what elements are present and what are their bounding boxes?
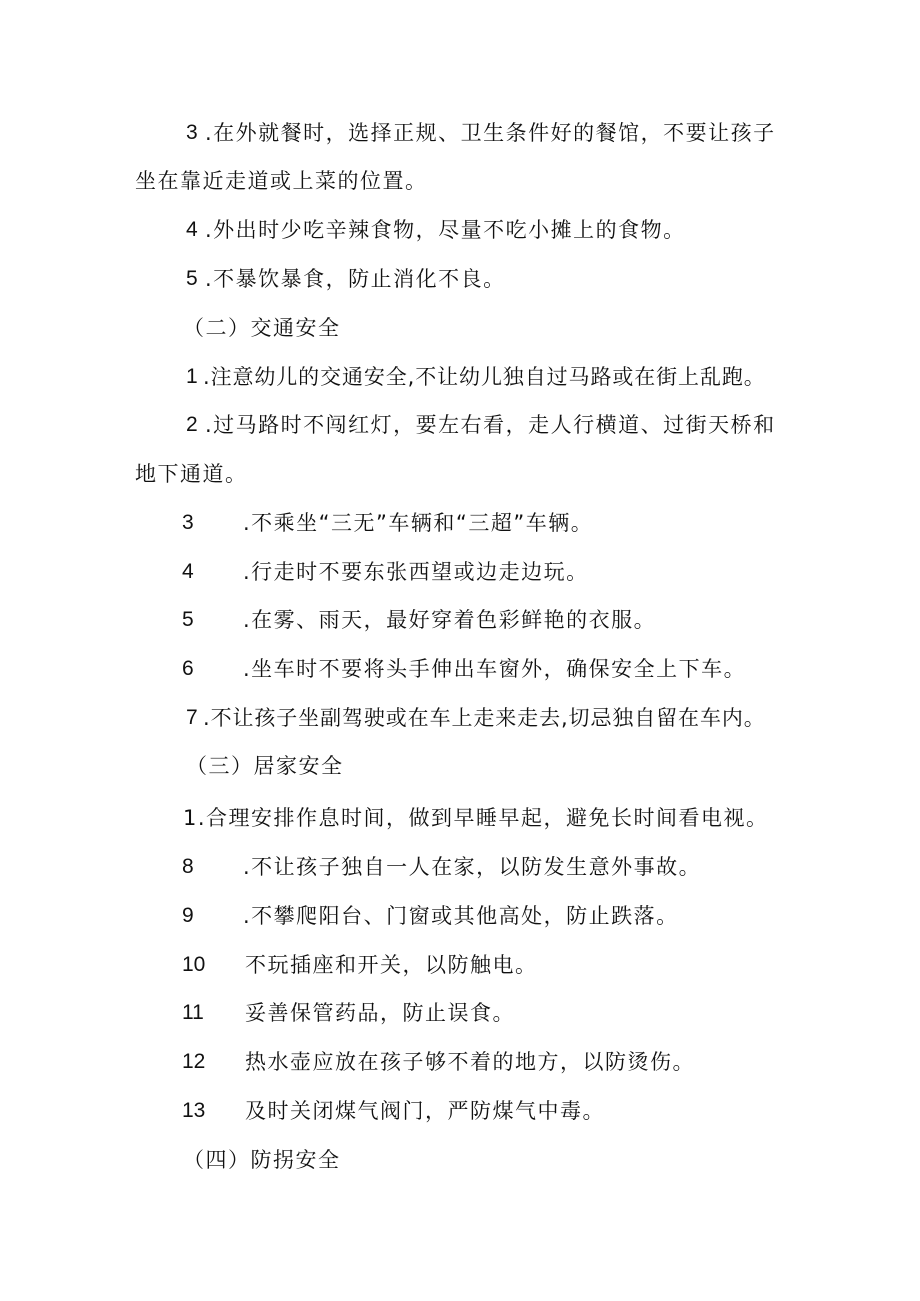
- food-item-3-line-1: .在外就餐时，选择正规、卫生条件好的餐馆，不要让孩子: [205, 121, 776, 145]
- traffic-item-7-text: .不让孩子坐副驾驶或在车上走来走去,切忌独自留在车内。: [203, 706, 766, 730]
- traffic-item-6-number: 6: [182, 657, 194, 680]
- home-item-12-number: 12: [182, 1050, 206, 1073]
- traffic-item-1-number: 1: [186, 365, 198, 388]
- home-item-10-number: 10: [182, 953, 206, 976]
- home-item-9-number: 9: [182, 904, 194, 927]
- home-item-8-text: .不让孩子独自一人在家，以防发生意外事故。: [243, 855, 702, 879]
- traffic-item-5-text: .在雾、雨天，最好穿着色彩鲜艳的衣服。: [243, 608, 657, 632]
- traffic-item-7-number: 7: [186, 706, 198, 729]
- home-section-heading: （三）居家安全: [186, 754, 344, 778]
- traffic-item-5-number: 5: [182, 608, 194, 631]
- food-item-3-number: 3: [186, 121, 198, 144]
- traffic-item-4-number: 4: [182, 560, 194, 583]
- food-item-4-number: 4: [186, 218, 198, 241]
- home-item-11-number: 11: [182, 1001, 204, 1024]
- home-item-10-text: 不玩插座和开关，以防触电。: [245, 953, 538, 977]
- home-item-8-number: 8: [182, 855, 194, 878]
- traffic-section-heading: （二）交通安全: [183, 316, 341, 340]
- home-item-9-text: .不攀爬阳台、门窗或其他高处，防止跌落。: [243, 904, 679, 928]
- home-item-13-number: 13: [182, 1099, 206, 1122]
- traffic-item-3-text: .不乘坐“三无”车辆和“三超”车辆。: [243, 511, 594, 535]
- traffic-item-2-line-2: 地下通道。: [135, 462, 248, 486]
- food-item-5-text: .不暴饮暴食，防止消化不良。: [205, 267, 506, 291]
- traffic-item-3-number: 3: [182, 511, 194, 534]
- traffic-item-2-number: 2: [186, 413, 198, 436]
- traffic-item-1-text: .注意幼儿的交通安全,不让幼儿独自过马路或在街上乱跑。: [203, 365, 766, 389]
- food-item-3-line-2: 坐在靠近走道或上菜的位置。: [135, 169, 428, 193]
- traffic-item-6-text: .坐车时不要将头手伸出车窗外，确保安全上下车。: [243, 657, 747, 681]
- home-item-11-text: 妥善保管药品，防止误食。: [245, 1001, 515, 1025]
- home-item-1-text: 1.合理安排作息时间，做到早睡早起，避免长时间看电视。: [183, 806, 769, 830]
- traffic-item-4-text: .行走时不要东张西望或边走边玩。: [243, 560, 589, 584]
- abduction-section-heading: （四）防拐安全: [183, 1148, 341, 1172]
- food-item-4-text: .外出时少吃辛辣食物，尽量不吃小摊上的食物。: [205, 218, 686, 242]
- traffic-item-2-line-1: .过马路时不闯红灯，要左右看，走人行横道、过街天桥和: [205, 413, 776, 437]
- home-item-13-text: 及时关闭煤气阀门，严防煤气中毒。: [245, 1099, 605, 1123]
- food-item-5-number: 5: [186, 267, 198, 290]
- home-item-12-text: 热水壶应放在孩子够不着的地方，以防烫伤。: [245, 1050, 695, 1074]
